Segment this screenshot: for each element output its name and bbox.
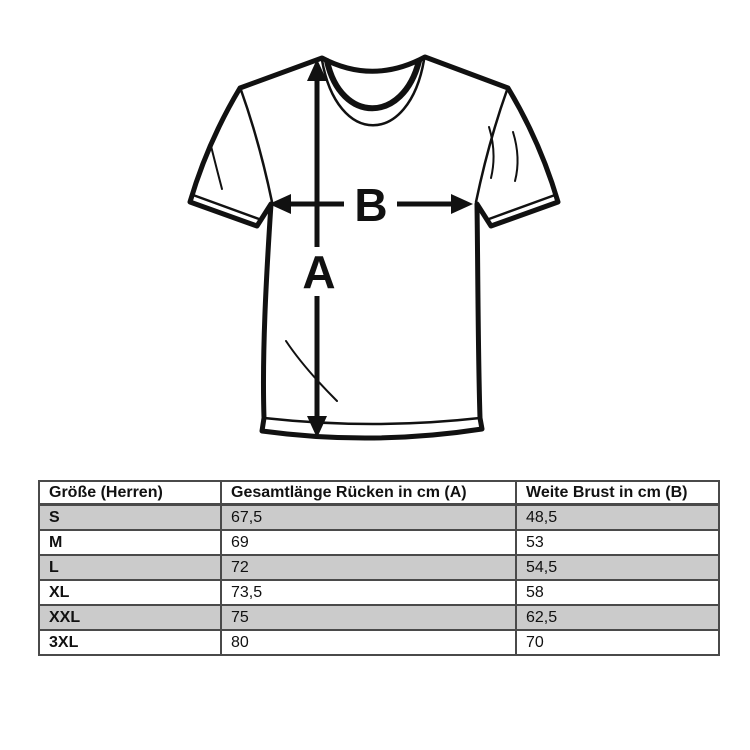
length-value: 75 <box>221 605 516 630</box>
measurement-label-a: A <box>302 246 336 298</box>
size-value: 3XL <box>39 630 221 655</box>
length-value: 69 <box>221 530 516 555</box>
tshirt-outline <box>190 57 558 438</box>
col-header-length: Gesamtlänge Rücken in cm (A) <box>221 481 516 505</box>
length-value: 72 <box>221 555 516 580</box>
table-header-row <box>39 481 719 505</box>
table-row <box>39 555 719 580</box>
col-header-chest: Weite Brust in cm (B) <box>516 481 719 505</box>
chest-value: 53 <box>516 530 719 555</box>
col-header-size: Größe (Herren) <box>39 481 221 505</box>
size-value: XL <box>39 580 221 605</box>
chest-value: 58 <box>516 580 719 605</box>
chest-value: 48,5 <box>516 505 719 531</box>
table-row <box>39 505 719 531</box>
length-value: 80 <box>221 630 516 655</box>
size-value: L <box>39 555 221 580</box>
chest-value: 70 <box>516 630 719 655</box>
table-row <box>39 630 719 655</box>
table-row <box>39 530 719 555</box>
size-table <box>38 480 720 656</box>
size-value: S <box>39 505 221 531</box>
chest-value: 62,5 <box>516 605 719 630</box>
measurement-label-b: B <box>354 179 388 231</box>
chest-value: 54,5 <box>516 555 719 580</box>
size-value: XXL <box>39 605 221 630</box>
size-value: M <box>39 530 221 555</box>
length-value: 67,5 <box>221 505 516 531</box>
table-row <box>39 605 719 630</box>
length-value: 73,5 <box>221 580 516 605</box>
table-row <box>39 580 719 605</box>
